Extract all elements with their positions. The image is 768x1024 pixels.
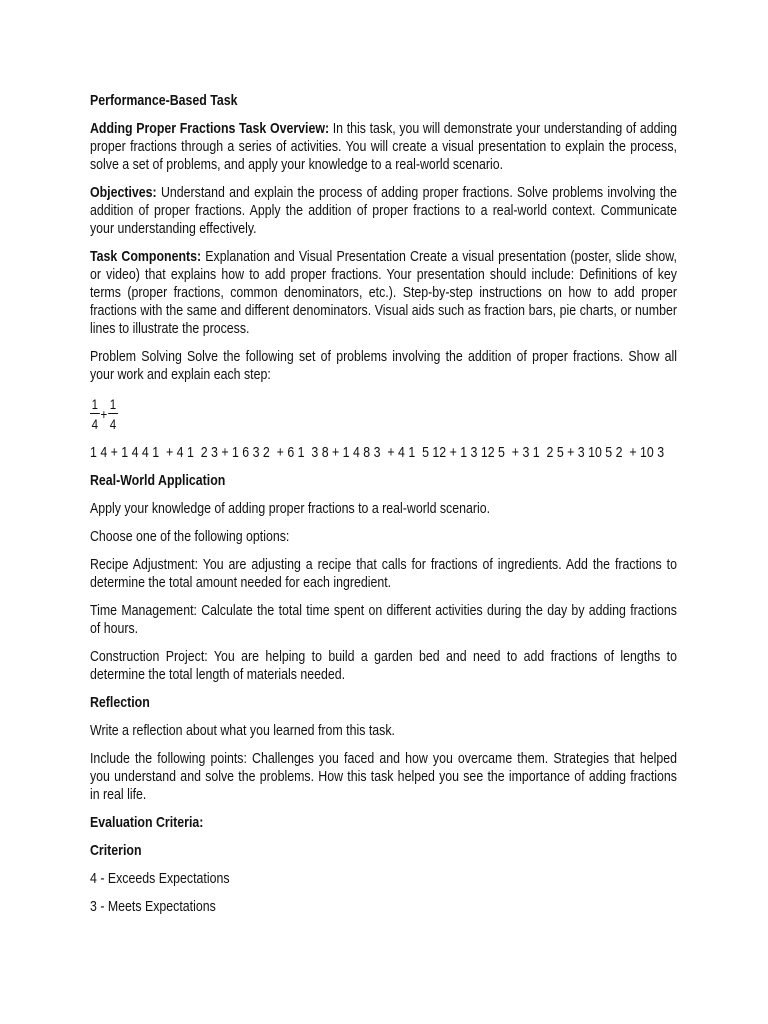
real-world-choose: Choose one of the following options: [90,528,290,545]
document-body [90,92,677,926]
criterion-heading: Criterion [90,842,142,859]
fraction-left [90,396,100,432]
real-world-heading: Real-World Application [90,472,226,489]
option-recipe-adjustment: Recipe Adjustment: You are adjusting a recipe that calls for fractions of ingredients. Add the fractions to determine the total amount needed for each ingredient. [90,556,677,591]
plus-operator: + [100,406,108,422]
option-construction-project: Construction Project: You are helping to build a garden bed and need to add fractions of lengths to determine the total length of materials needed. [90,648,677,683]
example-fraction-expression [90,394,677,434]
fraction-left-denominator: 4 [91,416,99,432]
objectives-label: Objectives: [90,184,157,201]
task-components-paragraph [90,248,677,338]
overview-label: Adding Proper Fractions Task Overview: [90,120,330,137]
fraction-right-numerator: 1 [109,396,117,412]
fraction-right-denominator: 4 [109,416,117,432]
objectives-text: Understand and explain the process of adding proper fractions. Solve problems involving the addition of proper fractions. Apply the addition of proper fractions to a real-world context. Communicate your understanding effectively. [90,184,677,237]
option-time-management: Time Management: Calculate the total time spent on different activities during the day by adding fractions of hours. [90,602,677,637]
problem-solving-paragraph: Problem Solving Solve the following set of problems involving the addition of proper fractions. Show all your work and explain each step: [90,348,677,383]
reflection-heading: Reflection [90,694,150,711]
document-title: Performance-Based Task [90,92,238,109]
evaluation-heading: Evaluation Criteria: [90,814,204,831]
task-components-label: Task Components: [90,248,202,265]
overview-paragraph [90,120,677,174]
fraction-right [108,396,118,432]
objectives-paragraph [90,184,677,238]
level-meets-expectations: 3 - Meets Expectations [90,898,216,915]
real-world-intro: Apply your knowledge of adding proper fractions to a real-world scenario. [90,500,491,517]
reflection-prompt: Write a reflection about what you learned from this task. [90,722,395,739]
problems-line: 1 4 + 1 4 4 1 + 4 1 2 3 + 1 6 3 2 + 6 1 3 8 + 1 4 8 3 + 4 1 5 12 + 1 3 12 5 + 3 1 2 5 + 3 10 5 2 + 10 3 [90,444,665,461]
fraction-left-numerator: 1 [91,396,99,412]
overview-text: In this task, you will demonstrate your understanding of adding proper fractions through a series of activities. You will create a visual presentation to explain the process, solve a set of problems, and apply your knowledge to a real-world scenario. [90,120,677,173]
level-exceeds-expectations: 4 - Exceeds Expectations [90,870,230,887]
reflection-points: Include the following points: Challenges you faced and how you overcame them. Strategies that helped you understand and solve the problems. How this task helped you see the importance of adding fractions in real life. [90,750,677,803]
task-components-text: Explanation and Visual Presentation Create a visual presentation (poster, slide show, or video) that explains how to add proper fractions. Your presentation should include: Definitions of key terms (proper fractions, common denominators, etc.). Step-by-step instructions on how to add proper fractions with the same and different denominators. Visual aids such as fraction bars, pie charts, or number lines to illustrate the process. [90,248,677,337]
